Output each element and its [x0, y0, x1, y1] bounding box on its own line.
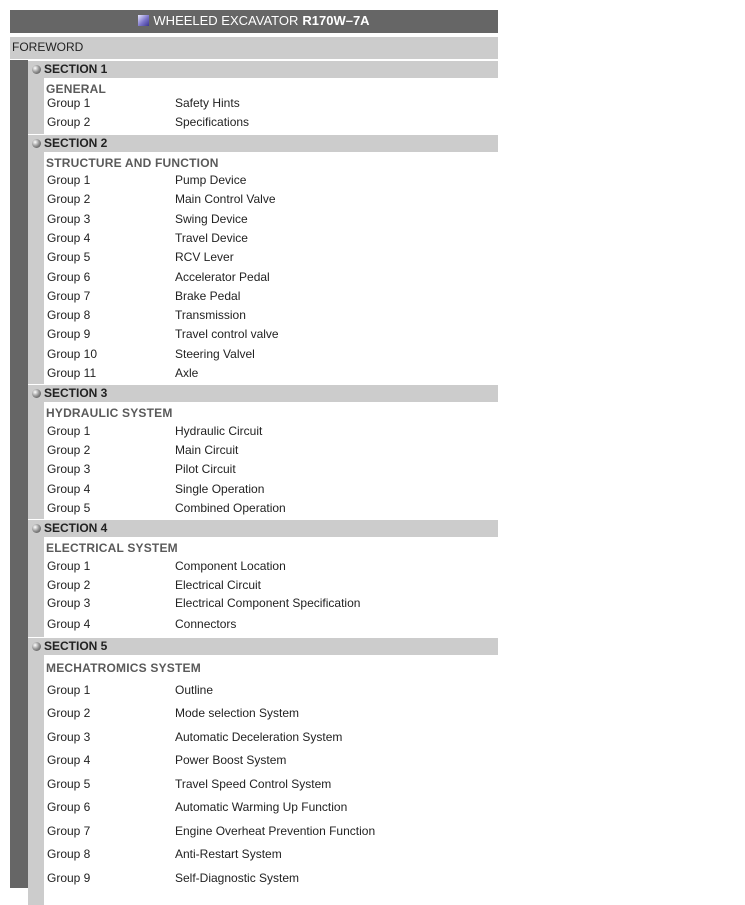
section-1 — [28, 61, 498, 134]
section-header[interactable] — [28, 61, 498, 78]
group-title-link[interactable]: Pump Device — [175, 173, 247, 187]
group-number[interactable]: Group 1 — [47, 424, 91, 438]
group-number[interactable]: Group 2 — [47, 115, 91, 129]
left-sidebar-bar — [10, 60, 28, 888]
group-title-link[interactable]: Travel Device — [175, 231, 248, 245]
section-2 — [28, 135, 498, 384]
group-title-link[interactable]: Safety Hints — [175, 96, 240, 110]
group-number[interactable]: Group 6 — [47, 270, 91, 284]
bullet-icon — [32, 139, 41, 148]
group-title-link[interactable]: Electrical Component Specification — [175, 596, 361, 610]
section-header[interactable] — [28, 385, 498, 402]
group-number[interactable]: Group 3 — [47, 730, 91, 744]
section-label: SECTION 5 — [44, 639, 108, 653]
group-title-link[interactable]: Travel control valve — [175, 327, 279, 341]
section-body — [28, 78, 498, 134]
section-body — [28, 655, 498, 905]
group-number[interactable]: Group 7 — [47, 824, 91, 838]
group-title-link[interactable]: Transmission — [175, 308, 246, 322]
bullet-icon — [32, 642, 41, 651]
group-number[interactable]: Group 5 — [47, 501, 91, 515]
group-title-link[interactable]: Travel Speed Control System — [175, 777, 332, 791]
section-3 — [28, 385, 498, 519]
group-title-link[interactable]: Mode selection System — [175, 706, 300, 720]
section-header[interactable] — [28, 638, 498, 655]
group-number[interactable]: Group 3 — [47, 596, 91, 610]
group-number[interactable]: Group 2 — [47, 192, 91, 206]
group-title-link[interactable]: Main Circuit — [175, 443, 239, 457]
section-header[interactable] — [28, 520, 498, 537]
group-title-link[interactable]: Specifications — [175, 115, 250, 129]
group-title-link[interactable]: Combined Operation — [175, 501, 286, 515]
group-title-link[interactable]: Component Location — [175, 559, 286, 573]
group-title-link[interactable]: Hydraulic Circuit — [175, 424, 263, 438]
section-title: HYDRAULIC SYSTEM — [46, 406, 173, 420]
model-name: R170W–7A — [302, 13, 370, 28]
group-title-link[interactable]: RCV Lever — [175, 250, 234, 264]
group-title-link[interactable]: Axle — [175, 366, 199, 380]
group-number[interactable]: Group 5 — [47, 250, 91, 264]
group-title-link[interactable]: Anti-Restart System — [175, 847, 282, 861]
group-number[interactable]: Group 2 — [47, 706, 91, 720]
bullet-icon — [32, 524, 41, 533]
section-title: GENERAL — [46, 82, 107, 96]
group-number[interactable]: Group 8 — [47, 847, 91, 861]
group-number[interactable]: Group 4 — [47, 231, 91, 245]
foreword-link[interactable] — [10, 37, 498, 59]
group-number[interactable]: Group 11 — [47, 366, 97, 380]
group-title-link[interactable]: Brake Pedal — [175, 289, 241, 303]
group-title-link[interactable]: Pilot Circuit — [175, 462, 236, 476]
group-number[interactable]: Group 4 — [47, 753, 91, 767]
group-title-link[interactable]: Electrical Circuit — [175, 578, 262, 592]
section-header[interactable] — [28, 135, 498, 152]
group-title-link[interactable]: Automatic Warming Up Function — [175, 800, 348, 814]
section-body — [28, 537, 498, 637]
group-title-link[interactable]: Steering Valvel — [175, 347, 255, 361]
group-number[interactable]: Group 9 — [47, 327, 91, 341]
section-label: SECTION 4 — [44, 521, 108, 535]
group-title-link[interactable]: Connectors — [175, 617, 237, 631]
group-title-link[interactable]: Single Operation — [175, 482, 265, 496]
group-title-link[interactable]: Power Boost System — [175, 753, 287, 767]
group-number[interactable]: Group 2 — [47, 578, 91, 592]
group-title-link[interactable]: Engine Overheat Prevention Function — [175, 824, 376, 838]
section-title: ELECTRICAL SYSTEM — [46, 541, 178, 555]
group-number[interactable]: Group 8 — [47, 308, 91, 322]
section-title: MECHATROMICS SYSTEM — [46, 661, 201, 675]
group-title-link[interactable]: Main Control Valve — [175, 192, 276, 206]
section-body — [28, 402, 498, 519]
group-title-link[interactable]: Automatic Deceleration System — [175, 730, 343, 744]
section-title: STRUCTURE AND FUNCTION — [46, 156, 219, 170]
group-number[interactable]: Group 5 — [47, 777, 91, 791]
manual-title-bar — [10, 10, 498, 33]
section-label: SECTION 3 — [44, 386, 108, 400]
group-number[interactable]: Group 1 — [47, 683, 91, 697]
manual-logo-icon — [138, 15, 149, 26]
group-number[interactable]: Group 7 — [47, 289, 91, 303]
group-number[interactable]: Group 9 — [47, 871, 91, 885]
section-body — [28, 152, 498, 384]
group-title-link[interactable]: Swing Device — [175, 212, 248, 226]
group-number[interactable]: Group 10 — [47, 347, 98, 361]
manual-title: WHEELED EXCAVATOR — [153, 13, 299, 28]
group-number[interactable]: Group 4 — [47, 482, 91, 496]
group-number[interactable]: Group 1 — [47, 96, 91, 110]
group-number[interactable]: Group 4 — [47, 617, 91, 631]
group-number[interactable]: Group 1 — [47, 559, 91, 573]
group-title-link[interactable]: Self-Diagnostic System — [175, 871, 300, 885]
section-4 — [28, 520, 498, 637]
section-label: SECTION 1 — [44, 62, 108, 76]
group-number[interactable]: Group 3 — [47, 462, 91, 476]
bullet-icon — [32, 389, 41, 398]
group-number[interactable]: Group 2 — [47, 443, 91, 457]
group-number[interactable]: Group 6 — [47, 800, 91, 814]
bullet-icon — [32, 65, 41, 74]
group-number[interactable]: Group 1 — [47, 173, 91, 187]
group-title-link[interactable]: Outline — [175, 683, 214, 697]
section-label: SECTION 2 — [44, 136, 108, 150]
section-5 — [28, 638, 498, 905]
group-title-link[interactable]: Accelerator Pedal — [175, 270, 270, 284]
foreword-label: FOREWORD — [12, 40, 84, 54]
group-number[interactable]: Group 3 — [47, 212, 91, 226]
